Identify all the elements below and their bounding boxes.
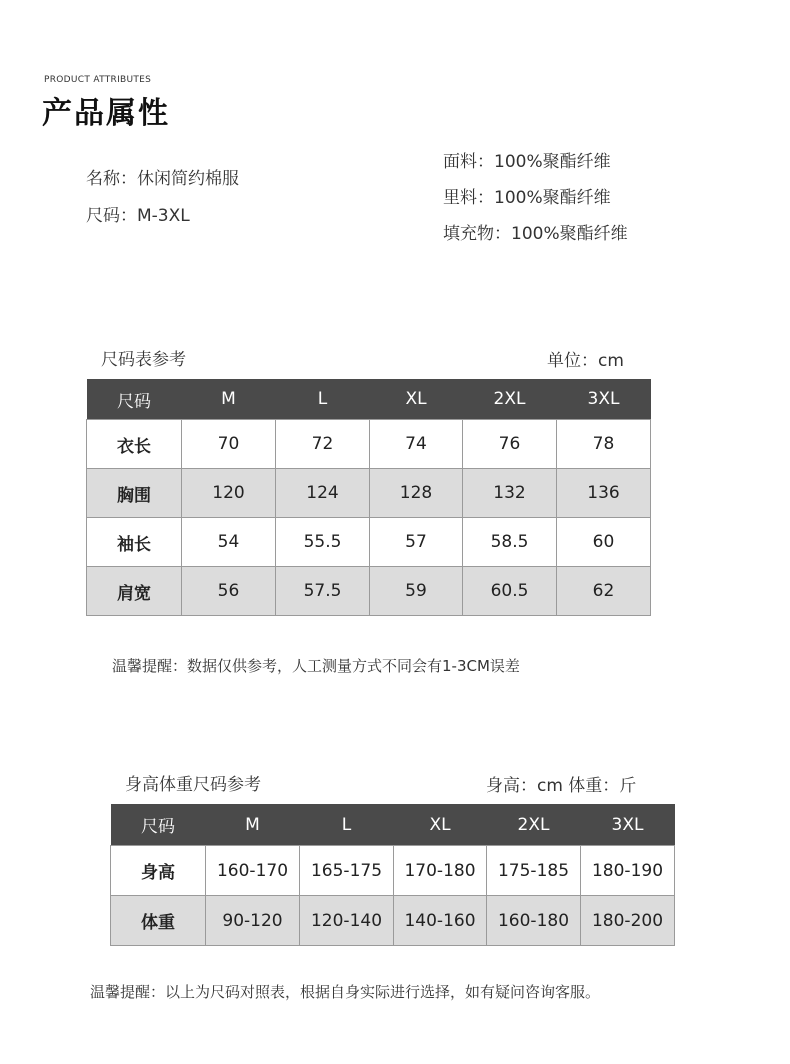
height-weight-table xyxy=(110,804,675,946)
table-cell: 72 xyxy=(276,420,370,469)
header-cell: M xyxy=(206,804,300,846)
height-weight-unit: 身高：cm 体重：斤 xyxy=(486,776,637,796)
table-cell: 57.5 xyxy=(276,567,370,616)
attr-product-name: 名称：休闲简约棉服 xyxy=(86,169,239,189)
table-cell: 165-175 xyxy=(300,846,394,896)
header-cell: L xyxy=(300,804,394,846)
height-weight-caption: 身高体重尺码参考 xyxy=(125,775,261,795)
size-chart-unit: 单位：cm xyxy=(547,351,624,371)
header-cell: 尺码 xyxy=(87,379,182,420)
size-chart-caption: 尺码表参考 xyxy=(101,350,186,370)
header-cell: 3XL xyxy=(581,804,675,846)
table-cell: 128 xyxy=(370,469,463,518)
row-header: 体重 xyxy=(111,896,206,946)
attr-fabric: 面料：100%聚酯纤维 xyxy=(443,152,611,172)
table-cell: 60 xyxy=(557,518,651,567)
table-cell: 62 xyxy=(557,567,651,616)
table-cell: 160-180 xyxy=(487,896,581,946)
table-cell: 58.5 xyxy=(463,518,557,567)
row-header: 肩宽 xyxy=(87,567,182,616)
header-cell: 2XL xyxy=(463,379,557,420)
table-cell: 54 xyxy=(182,518,276,567)
table-cell: 70 xyxy=(182,420,276,469)
header-cell: XL xyxy=(370,379,463,420)
table-cell: 175-185 xyxy=(487,846,581,896)
section-subtitle: PRODUCT ATTRIBUTES xyxy=(44,75,152,85)
table-row xyxy=(87,518,651,567)
attr-size-range: 尺码：M-3XL xyxy=(86,206,190,226)
page-title: 产品属性 xyxy=(42,96,170,131)
table-cell: 180-190 xyxy=(581,846,675,896)
table-cell: 60.5 xyxy=(463,567,557,616)
table-cell: 78 xyxy=(557,420,651,469)
row-header: 袖长 xyxy=(87,518,182,567)
size-chart-note: 温馨提醒：数据仅供参考，人工测量方式不同会有1-3CM误差 xyxy=(112,657,520,675)
table-header-row xyxy=(111,804,675,846)
table-cell: 57 xyxy=(370,518,463,567)
header-cell: 3XL xyxy=(557,379,651,420)
table-cell: 56 xyxy=(182,567,276,616)
table-cell: 120-140 xyxy=(300,896,394,946)
table-row xyxy=(111,896,675,946)
table-cell: 120 xyxy=(182,469,276,518)
row-header: 衣长 xyxy=(87,420,182,469)
attr-filling: 填充物：100%聚酯纤维 xyxy=(443,224,628,244)
header-cell: 2XL xyxy=(487,804,581,846)
height-weight-note: 温馨提醒：以上为尺码对照表，根据自身实际进行选择，如有疑问咨询客服。 xyxy=(90,983,601,1001)
table-cell: 160-170 xyxy=(206,846,300,896)
header-cell: M xyxy=(182,379,276,420)
table-cell: 140-160 xyxy=(394,896,487,946)
header-cell: XL xyxy=(394,804,487,846)
header-cell: L xyxy=(276,379,370,420)
table-cell: 132 xyxy=(463,469,557,518)
table-cell: 136 xyxy=(557,469,651,518)
table-cell: 74 xyxy=(370,420,463,469)
table-cell: 180-200 xyxy=(581,896,675,946)
table-row xyxy=(111,846,675,896)
table-header-row xyxy=(87,379,651,420)
table-row xyxy=(87,567,651,616)
header-cell: 尺码 xyxy=(111,804,206,846)
table-row xyxy=(87,420,651,469)
row-header: 身高 xyxy=(111,846,206,896)
table-cell: 55.5 xyxy=(276,518,370,567)
table-cell: 90-120 xyxy=(206,896,300,946)
table-cell: 124 xyxy=(276,469,370,518)
table-row xyxy=(87,469,651,518)
attr-lining: 里料：100%聚酯纤维 xyxy=(443,188,611,208)
row-header: 胸围 xyxy=(87,469,182,518)
table-cell: 76 xyxy=(463,420,557,469)
size-chart-table xyxy=(86,379,651,616)
table-cell: 59 xyxy=(370,567,463,616)
table-cell: 170-180 xyxy=(394,846,487,896)
